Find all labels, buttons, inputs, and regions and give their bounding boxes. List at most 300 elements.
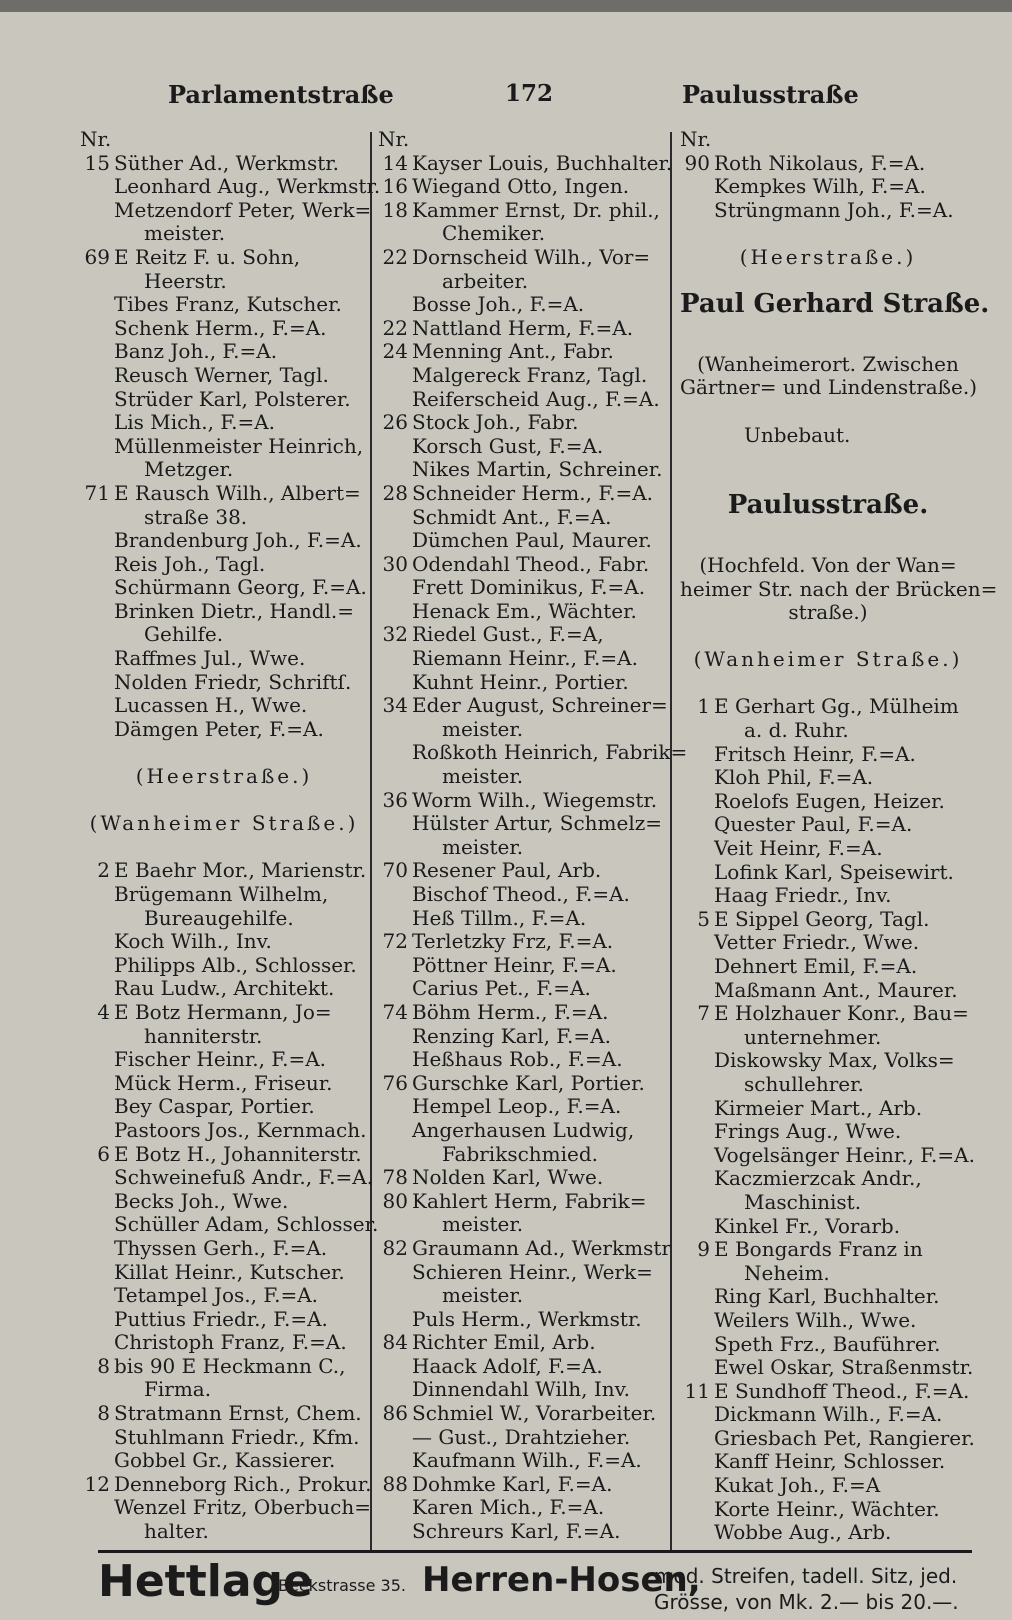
resident-entry: Korsch Gust, F.=A. xyxy=(412,433,604,458)
resident-entry: Brinken Dietr., Handl.= xyxy=(114,598,355,623)
directory-line xyxy=(680,1403,976,1427)
directory-line xyxy=(378,388,668,412)
directory-line xyxy=(378,175,668,199)
directory-line xyxy=(378,199,668,223)
house-number: 16 xyxy=(382,174,408,199)
directory-line xyxy=(378,1355,668,1379)
house-number: 82 xyxy=(382,1235,408,1260)
directory-line xyxy=(80,1025,368,1049)
resident-entry: Angerhausen Ludwig, xyxy=(412,1117,635,1142)
directory-line xyxy=(680,1380,976,1404)
directory-line xyxy=(680,128,976,152)
resident-entry: Riedel Gust., F.=A, xyxy=(412,622,604,647)
resident-entry: arbeiter. xyxy=(442,268,529,293)
directory-line xyxy=(378,930,668,954)
directory-line xyxy=(378,1235,671,1261)
directory-line xyxy=(378,1001,668,1025)
resident-entry: Dohmke Karl, F.=A. xyxy=(412,1471,613,1496)
directory-line xyxy=(378,1119,668,1143)
directory-line xyxy=(80,671,368,695)
directory-line xyxy=(378,1284,668,1308)
resident-entry: Ring Karl, Buchhalter. xyxy=(714,1284,940,1309)
resident-entry: Bureaugehilfe. xyxy=(144,905,294,930)
resident-entry: Frett Dominikus, F.=A. xyxy=(412,575,646,600)
directory-line xyxy=(680,1120,976,1144)
resident-entry: Griesbach Pet, Rangierer. xyxy=(714,1425,975,1450)
directory-line xyxy=(378,458,668,482)
directory-line xyxy=(680,222,976,246)
street-note: (Wanheimer Straße.) xyxy=(693,647,963,672)
directory-line xyxy=(378,150,673,176)
resident-entry: Schieren Heinr., Werk= xyxy=(412,1259,653,1284)
street-note: (Wanheimer Straße.) xyxy=(89,811,359,836)
directory-line xyxy=(680,672,976,696)
column-divider xyxy=(370,132,372,1552)
directory-line xyxy=(80,529,368,553)
directory-line xyxy=(80,1095,368,1119)
resident-entry: Fischer Heinr., F.=A. xyxy=(114,1047,327,1072)
directory-line xyxy=(80,883,368,907)
directory-line xyxy=(680,1262,976,1286)
resident-entry: Hülster Artur, Schmelz= xyxy=(412,811,663,836)
resident-entry: Schmidt Ant., F.=A. xyxy=(412,504,612,529)
directory-line xyxy=(80,836,368,860)
directory-line xyxy=(680,1285,976,1309)
directory-line xyxy=(80,647,368,671)
directory-line xyxy=(378,317,668,341)
resident-entry: Richter Emil, Arb. xyxy=(412,1330,596,1355)
resident-entry: Renzing Karl, F.=A. xyxy=(412,1023,611,1048)
street-note: (Hochfeld. Von der Wan= xyxy=(699,552,957,577)
column-2 xyxy=(378,127,688,1544)
resident-entry: meister. xyxy=(442,1212,524,1237)
directory-line xyxy=(378,411,668,435)
directory-line xyxy=(378,789,668,813)
resident-entry: Leonhard Aug., Werkmstr. xyxy=(114,174,381,199)
resident-entry: Pöttner Heinr, F.=A. xyxy=(412,952,617,977)
directory-line xyxy=(680,289,990,329)
resident-entry: Riemann Heinr., F.=A. xyxy=(412,646,638,671)
directory-line xyxy=(680,861,976,885)
directory-line xyxy=(680,719,976,743)
directory-line xyxy=(680,1427,976,1451)
resident-entry: Maßmann Ant., Maurer. xyxy=(714,977,958,1002)
resident-entry: E Sippel Georg, Tagl. xyxy=(714,906,930,931)
house-number: Nr. xyxy=(378,127,410,151)
resident-entry: Reiferscheid Aug., F.=A. xyxy=(412,386,660,411)
resident-entry: Gehilfe. xyxy=(144,622,224,647)
directory-line xyxy=(680,1450,976,1474)
resident-entry: E Gerhart Gg., Mülheim xyxy=(714,694,959,719)
directory-line xyxy=(680,743,976,767)
resident-entry: Ewel Oskar, Straßenmstr. xyxy=(714,1355,974,1380)
house-number: 9 xyxy=(697,1237,710,1262)
resident-entry: Schneider Herm., F.=A. xyxy=(412,480,654,505)
directory-line xyxy=(80,600,368,624)
directory-line xyxy=(378,765,668,789)
directory-line xyxy=(378,1166,668,1190)
directory-line xyxy=(80,1308,368,1332)
resident-entry: E Rausch Wilh., Albert= xyxy=(114,480,361,505)
directory-line xyxy=(378,740,688,765)
directory-line xyxy=(80,553,368,577)
house-number: 22 xyxy=(382,315,408,340)
directory-line xyxy=(80,623,368,647)
resident-entry: E Bongards Franz in xyxy=(714,1237,923,1262)
house-number: 11 xyxy=(684,1378,710,1403)
ad-product: Herren-Hosen, xyxy=(422,1560,701,1600)
directory-line xyxy=(680,329,976,353)
directory-line xyxy=(80,152,368,176)
resident-entry: Eder August, Schreiner= xyxy=(412,693,668,718)
ad-description-line-1: mod. Streifen, tadell. Sitz, jed. xyxy=(654,1564,958,1588)
directory-line xyxy=(680,424,976,448)
house-number: 69 xyxy=(84,244,110,269)
footer-rule xyxy=(98,1550,972,1553)
directory-line xyxy=(680,790,976,814)
directory-line xyxy=(378,1308,668,1332)
column-divider xyxy=(670,132,672,1552)
house-number: 6 xyxy=(97,1141,110,1166)
directory-line xyxy=(80,1495,372,1520)
house-number: 78 xyxy=(382,1165,408,1190)
directory-line xyxy=(378,859,668,883)
house-number: 1 xyxy=(697,694,710,719)
directory-line xyxy=(680,1144,976,1168)
directory-line xyxy=(680,601,976,625)
house-number: 8 xyxy=(97,1353,110,1378)
street-note: (Heerstraße.) xyxy=(135,764,313,789)
resident-entry: Malgereck Franz, Tagl. xyxy=(412,362,648,387)
directory-line xyxy=(80,506,368,530)
resident-entry: Bey Caspar, Portier. xyxy=(114,1094,315,1119)
directory-line xyxy=(680,1333,976,1357)
directory-line xyxy=(80,859,368,883)
resident-entry: Haack Adolf, F.=A. xyxy=(412,1353,603,1378)
directory-line xyxy=(378,1048,668,1072)
resident-entry: Kanff Heinr, Schlosser. xyxy=(714,1449,946,1474)
resident-entry: Carius Pet., F.=A. xyxy=(412,976,591,1001)
directory-line xyxy=(378,529,668,553)
street-note: heimer Str. nach der Brücken= xyxy=(680,576,998,601)
directory-line xyxy=(378,694,668,718)
resident-entry: Schmiel W., Vorarbeiter. xyxy=(412,1401,657,1426)
house-number: Nr. xyxy=(80,127,112,151)
resident-entry: Thyssen Gerh., F.=A. xyxy=(114,1235,328,1260)
directory-line xyxy=(80,128,368,152)
directory-line xyxy=(80,907,368,931)
directory-line xyxy=(80,458,368,482)
resident-entry: Kinkel Fr., Vorarb. xyxy=(714,1213,901,1238)
directory-line xyxy=(80,482,368,506)
resident-entry: Puls Herm., Werkmstr. xyxy=(412,1306,642,1331)
directory-line xyxy=(80,694,368,718)
directory-line xyxy=(378,1520,668,1544)
directory-line xyxy=(80,1378,368,1402)
directory-line xyxy=(680,766,976,790)
resident-entry: Schenk Herm., F.=A. xyxy=(114,315,327,340)
directory-line xyxy=(378,671,668,695)
directory-line xyxy=(680,1191,976,1215)
directory-line xyxy=(378,1095,668,1119)
resident-entry: Wobbe Aug., Arb. xyxy=(714,1520,892,1545)
column-3 xyxy=(680,127,998,1545)
directory-line xyxy=(80,1520,368,1544)
directory-line xyxy=(80,317,368,341)
directory-line xyxy=(80,765,368,789)
resident-entry: Lucassen H., Wwe. xyxy=(114,693,308,718)
directory-line xyxy=(80,1284,368,1308)
directory-line xyxy=(80,270,368,294)
directory-line xyxy=(378,1449,668,1473)
directory-line xyxy=(680,554,976,578)
directory-line xyxy=(680,1002,976,1026)
directory-line xyxy=(680,246,976,270)
resident-entry: Christoph Franz, F.=A. xyxy=(114,1330,347,1355)
street-note: (Wanheimerort. Zwischen xyxy=(697,351,959,376)
house-number: 22 xyxy=(382,244,408,269)
resident-entry: Kahlert Herm, Fabrik= xyxy=(412,1188,647,1213)
resident-entry: Kammer Ernst, Dr. phil., xyxy=(412,197,660,222)
directory-line xyxy=(378,907,668,931)
house-number: 88 xyxy=(382,1471,408,1496)
resident-entry: bis 90 E Heckmann C., xyxy=(114,1353,346,1378)
resident-entry: Denneborg Rich., Prokur. xyxy=(114,1471,372,1496)
house-number: 76 xyxy=(382,1070,408,1095)
directory-line xyxy=(80,388,368,412)
resident-entry: Kirmeier Mart., Arb. xyxy=(714,1095,923,1120)
resident-entry: Metzendorf Peter, Werk= xyxy=(114,197,372,222)
resident-entry: Chemiker. xyxy=(442,221,546,246)
directory-line xyxy=(80,789,368,813)
resident-entry: Böhm Herm., F.=A. xyxy=(412,999,609,1024)
directory-line xyxy=(680,175,976,199)
house-number: 32 xyxy=(382,622,408,647)
directory-line xyxy=(680,1521,976,1545)
resident-entry: Brügemann Wilhelm, xyxy=(114,882,329,906)
directory-line xyxy=(680,1167,976,1191)
directory-line xyxy=(680,353,976,377)
running-head-right: Paulusstraße xyxy=(682,80,859,109)
resident-entry: Roth Nikolaus, F.=A. xyxy=(714,150,926,175)
resident-entry: E Sundhoff Theod., F.=A. xyxy=(714,1378,970,1403)
resident-entry: Weilers Wilh., Wwe. xyxy=(714,1307,917,1332)
directory-line xyxy=(378,1190,668,1214)
directory-line xyxy=(680,884,976,908)
resident-entry: Stock Joh., Fabr. xyxy=(412,410,579,435)
directory-line xyxy=(80,1143,368,1167)
directory-line xyxy=(80,197,372,223)
resident-entry: Raffmes Jul., Wwe. xyxy=(114,646,306,671)
street-note: Gärtner= und Lindenstraße.) xyxy=(680,375,978,400)
house-number: Nr. xyxy=(680,127,712,151)
resident-entry: Fabrikschmied. xyxy=(442,1141,599,1166)
directory-line xyxy=(680,400,976,424)
resident-entry: Graumann Ad., Werkmstr xyxy=(412,1235,671,1260)
house-number: 24 xyxy=(382,339,408,364)
resident-entry: Schweinefuß Andr., F.=A. xyxy=(114,1165,374,1190)
resident-entry: Nikes Martin, Schreiner. xyxy=(412,457,663,482)
resident-entry: Wenzel Fritz, Oberbuch= xyxy=(114,1495,372,1520)
street-note: (Heerstraße.) xyxy=(739,244,917,269)
directory-line xyxy=(80,340,368,364)
directory-line xyxy=(80,1402,368,1426)
resident-entry: Strüder Karl, Polsterer. xyxy=(114,386,351,411)
resident-entry: E Reitz F. u. Sohn, xyxy=(114,244,301,269)
resident-entry: Metzger. xyxy=(144,457,234,482)
house-number: 80 xyxy=(382,1188,408,1213)
resident-entry: Stratmann Ernst, Chem. xyxy=(114,1401,362,1426)
directory-line xyxy=(80,246,368,270)
resident-entry: meister. xyxy=(442,834,524,859)
directory-line xyxy=(378,364,668,388)
ad-description-line-2: Grösse, von Mk. 2.— bis 20.—. xyxy=(654,1590,959,1614)
resident-entry: Kloh Phil, F.=A. xyxy=(714,765,874,790)
resident-entry: Süther Ad., Werkmstr. xyxy=(114,150,339,175)
directory-line xyxy=(378,1025,668,1049)
resident-entry: Kuhnt Heinr., Portier. xyxy=(412,669,629,694)
resident-entry: Reusch Werner, Tagl. xyxy=(114,362,329,387)
resident-entry: Strüngmann Joh., F.=A. xyxy=(714,197,954,222)
resident-entry: Tetampel Jos., F.=A. xyxy=(114,1283,319,1308)
directory-line xyxy=(680,837,976,861)
street-heading: Paulusstraße. xyxy=(727,490,929,521)
resident-entry: Korte Heinr., Wächter. xyxy=(714,1496,940,1521)
resident-entry: Vetter Friedr., Wwe. xyxy=(714,930,920,955)
resident-entry: Karen Mich., F.=A. xyxy=(412,1495,605,1520)
directory-line xyxy=(680,490,976,530)
directory-line xyxy=(680,1498,976,1522)
directory-line xyxy=(80,1048,368,1072)
resident-entry: Schürmann Georg, F.=A. xyxy=(114,575,367,600)
directory-line xyxy=(680,1097,976,1121)
house-number: 15 xyxy=(84,150,110,175)
column-1 xyxy=(80,127,381,1544)
directory-line xyxy=(680,576,998,602)
resident-entry: Frings Aug., Wwe. xyxy=(714,1119,902,1144)
resident-entry: Nattland Herm, F.=A. xyxy=(412,315,634,340)
directory-line xyxy=(680,931,976,955)
directory-line xyxy=(80,576,368,600)
resident-entry: Becks Joh., Wwe. xyxy=(114,1188,289,1213)
resident-entry: Banz Joh., F.=A. xyxy=(114,339,278,364)
resident-entry: Kukat Joh., F.=A xyxy=(714,1473,881,1498)
resident-entry: Koch Wilh., Inv. xyxy=(114,929,272,954)
directory-line xyxy=(378,435,668,459)
directory-line xyxy=(378,553,668,577)
ad-brand: Hettlage xyxy=(98,1556,313,1607)
directory-line xyxy=(378,1072,668,1096)
house-number: 74 xyxy=(382,999,408,1024)
page-number: 172 xyxy=(505,80,554,107)
resident-entry: E Botz H., Johanniterstr. xyxy=(114,1141,362,1166)
house-number: 4 xyxy=(97,999,110,1024)
street-heading: Paul Gerhard Straße. xyxy=(680,289,990,320)
resident-entry: Schüller Adam, Schlosser. xyxy=(114,1212,379,1237)
resident-entry: Gobbel Gr., Kassierer. xyxy=(114,1448,336,1473)
house-number: 72 xyxy=(382,929,408,954)
resident-entry: Reis Joh., Tagl. xyxy=(114,551,266,576)
resident-entry: Dornscheid Wilh., Vor= xyxy=(412,244,651,269)
resident-entry: Quester Paul, F.=A. xyxy=(714,812,913,837)
directory-line xyxy=(378,1378,668,1402)
directory-line xyxy=(378,506,668,530)
resident-entry: Bosse Joh., F.=A. xyxy=(412,292,585,317)
resident-entry: Roßkoth Heinrich, Fabrik= xyxy=(412,740,688,765)
directory-line xyxy=(80,930,368,954)
house-number: 5 xyxy=(697,906,710,931)
house-number: 30 xyxy=(382,551,408,576)
directory-line xyxy=(680,1215,976,1239)
house-number: 90 xyxy=(684,150,710,175)
directory-line xyxy=(80,718,368,742)
resident-entry: a. d. Ruhr. xyxy=(744,718,849,743)
resident-entry: meister. xyxy=(442,764,524,789)
directory-line xyxy=(378,647,668,671)
resident-entry: Dümchen Paul, Maurer. xyxy=(412,528,652,553)
directory-line xyxy=(378,623,668,647)
directory-line xyxy=(680,695,976,719)
house-number: 26 xyxy=(382,410,408,435)
directory-line xyxy=(680,447,976,471)
house-number: 71 xyxy=(84,480,110,505)
resident-entry: Neheim. xyxy=(744,1260,830,1285)
house-number: 2 xyxy=(97,858,110,883)
resident-entry: Fritsch Heinr, F.=A. xyxy=(714,741,916,766)
resident-entry: Dinnendahl Wilh, Inv. xyxy=(412,1377,630,1402)
resident-entry: Mück Herm., Friseur. xyxy=(114,1070,333,1095)
directory-line xyxy=(80,1165,374,1190)
resident-entry: E Holzhauer Konr., Bau= xyxy=(714,1001,969,1026)
directory-line xyxy=(80,1072,368,1096)
directory-line xyxy=(378,1473,668,1497)
resident-entry: meister. xyxy=(442,716,524,741)
resident-entry: Dickmann Wilh., F.=A. xyxy=(714,1402,943,1427)
directory-line xyxy=(680,955,976,979)
resident-entry: Rau Ludw., Architekt. xyxy=(114,976,335,1001)
resident-entry: Nolden Friedr, Schriftſ. xyxy=(114,669,352,694)
house-number: 34 xyxy=(382,693,408,718)
resident-entry: Diskowsky Max, Volks= xyxy=(714,1048,955,1073)
resident-entry: Philipps Alb., Schlosser. xyxy=(114,952,357,977)
house-number: 14 xyxy=(382,150,408,175)
resident-entry: meister. xyxy=(442,1283,524,1308)
directory-line xyxy=(680,1356,976,1380)
directory-line xyxy=(378,1143,668,1167)
resident-entry: halter. xyxy=(144,1519,209,1544)
directory-line xyxy=(378,576,668,600)
directory-line xyxy=(378,293,668,317)
directory-line xyxy=(378,836,668,860)
directory-line xyxy=(680,813,976,837)
directory-line xyxy=(80,435,368,459)
resident-entry: E Baehr Mor., Marienstr. xyxy=(114,858,367,883)
resident-entry: Vogelsänger Heinr., F.=A. xyxy=(714,1142,975,1167)
directory-line xyxy=(80,222,368,246)
directory-line xyxy=(80,293,368,317)
directory-line xyxy=(80,1212,379,1237)
directory-line xyxy=(378,883,668,907)
directory-line xyxy=(680,648,976,672)
directory-line xyxy=(680,979,976,1003)
resident-entry: Hempel Leop., F.=A. xyxy=(412,1094,622,1119)
resident-entry: Roelofs Eugen, Heizer. xyxy=(714,788,945,813)
street-note: straße.) xyxy=(788,600,868,625)
resident-entry: Unbebaut. xyxy=(744,422,851,447)
resident-entry: Wiegand Otto, Ingen. xyxy=(412,174,630,199)
directory-line xyxy=(80,174,381,199)
resident-entry: Maschinist. xyxy=(744,1189,862,1214)
